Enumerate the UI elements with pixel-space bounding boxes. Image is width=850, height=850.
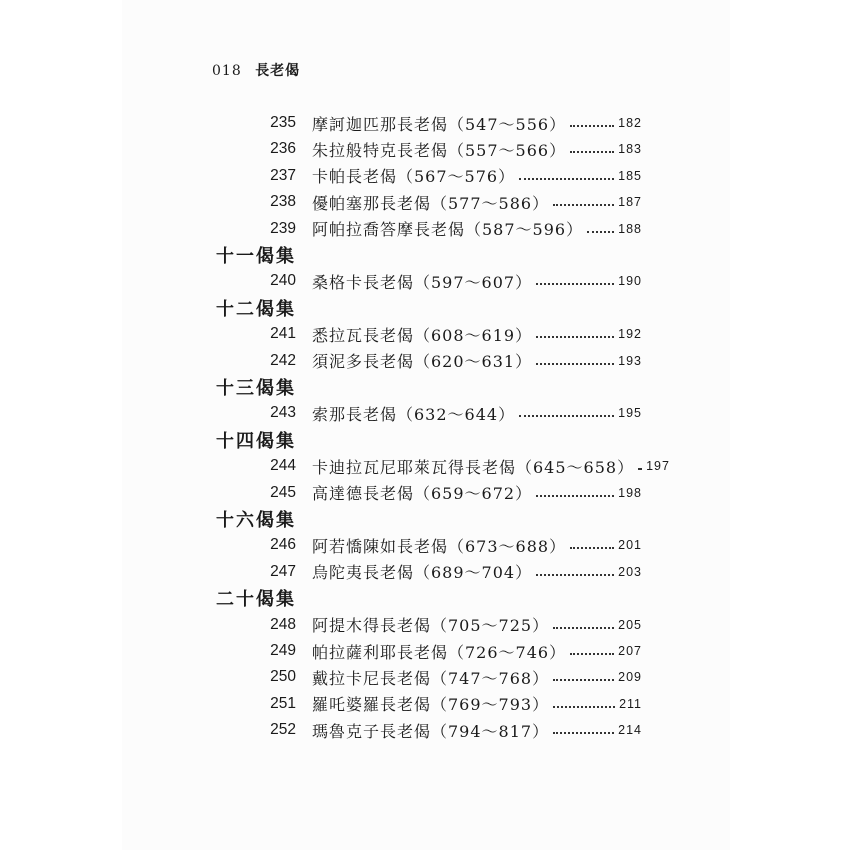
dot-leader	[570, 123, 614, 127]
entry-page-number: 192	[618, 327, 642, 342]
dot-leader	[553, 677, 614, 681]
entry-number: 252	[270, 721, 296, 739]
entry-number: 245	[270, 483, 296, 501]
dot-leader	[587, 229, 614, 233]
dot-leader	[553, 730, 614, 734]
entry-title: 羅吒婆羅長老偈（769～793）	[312, 695, 550, 715]
section-title: 十三偈集	[216, 378, 296, 399]
toc-entry	[0, 110, 850, 136]
entry-title: 摩訶迦匹那長老偈（547～556）	[312, 114, 567, 134]
section-title: 二十偈集	[216, 589, 296, 611]
entry-title-line	[312, 323, 642, 346]
entry-title: 帕拉薩利耶長老偈（726～746）	[312, 642, 567, 662]
toc-entry	[0, 321, 850, 347]
entry-title: 阿若憍陳如長老偈（673～688）	[312, 536, 567, 556]
entry-page-number: 187	[618, 195, 642, 210]
toc-entry	[0, 453, 850, 479]
section-title: 十六偈集	[216, 510, 296, 531]
toc-entry	[0, 612, 850, 638]
entry-page-number: 198	[618, 485, 642, 500]
entry-number: 240	[270, 272, 296, 290]
entry-number: 246	[270, 536, 296, 554]
toc-entry	[0, 400, 850, 426]
dot-leader	[570, 149, 614, 153]
dot-leader	[536, 572, 614, 576]
toc-entry	[0, 691, 850, 717]
entry-number: 244	[270, 457, 296, 475]
section-title: 十一偈集	[216, 246, 296, 267]
entry-number: 237	[270, 166, 296, 184]
entry-page-number: 193	[618, 353, 642, 368]
entry-number: 239	[270, 219, 296, 237]
entry-page-number: 182	[618, 116, 642, 130]
toc-entry	[0, 163, 850, 189]
page-number: 018	[212, 63, 242, 79]
dot-leader	[536, 361, 614, 365]
dot-leader	[553, 202, 614, 206]
entry-number: 247	[270, 562, 296, 580]
dot-leader	[638, 466, 642, 470]
entry-number: 238	[270, 193, 296, 211]
entry-title-line	[312, 719, 642, 742]
running-head	[212, 60, 300, 80]
entry-page-number: 190	[618, 274, 642, 289]
entry-title: 烏陀夷長老偈（689～704）	[312, 563, 533, 583]
entry-page-number: 183	[618, 142, 642, 157]
entry-title: 悉拉瓦長老偈（608～619）	[312, 325, 533, 345]
entry-title-line	[312, 455, 670, 478]
entry-title-line	[312, 164, 642, 187]
section-heading	[0, 295, 850, 321]
entry-title-line	[312, 666, 642, 689]
toc-entry	[0, 638, 850, 664]
dot-leader	[570, 651, 614, 655]
entry-page-number: 209	[618, 670, 642, 685]
dot-leader	[536, 281, 614, 285]
entry-title: 桑格卡長老偈（597～607）	[312, 272, 533, 292]
entry-title: 朱拉般特克長老偈（557～566）	[312, 140, 567, 160]
entry-title: 優帕塞那長老偈（577～586）	[312, 193, 550, 213]
entry-title-line	[312, 481, 642, 504]
toc-entry	[0, 559, 850, 585]
entry-page-number: 201	[618, 538, 642, 553]
dot-leader	[553, 625, 614, 629]
section-title: 十四偈集	[216, 430, 296, 452]
entry-title-line	[312, 217, 642, 240]
entry-number: 241	[270, 325, 296, 343]
toc-entry	[0, 216, 850, 242]
section-title: 十二偈集	[216, 298, 296, 320]
entry-title-line	[312, 349, 642, 372]
entry-title: 戴拉卡尼長老偈（747～768）	[312, 668, 550, 688]
entry-title: 卡迪拉瓦尼耶萊瓦得長老偈（645～658）	[312, 457, 635, 477]
toc-entry	[0, 480, 850, 506]
entry-page-number: 211	[619, 696, 642, 711]
entry-title-line	[312, 560, 642, 583]
entry-page-number: 188	[618, 221, 642, 236]
entry-title-line	[312, 613, 642, 636]
entry-title: 瑪魯克子長老偈（794～817）	[312, 721, 550, 741]
entry-title: 卡帕長老偈（567～576）	[312, 167, 516, 187]
dot-leader	[536, 334, 614, 338]
dot-leader	[519, 176, 614, 180]
section-heading	[0, 506, 850, 532]
section-heading	[0, 242, 850, 268]
entry-number: 250	[270, 668, 296, 686]
toc-entry	[0, 532, 850, 558]
entry-title-line	[312, 534, 642, 557]
dot-leader	[553, 704, 615, 708]
toc-entry	[0, 189, 850, 215]
entry-page-number: 207	[618, 644, 642, 658]
dot-leader	[570, 545, 614, 549]
entry-title-line	[312, 138, 642, 161]
entry-number: 242	[270, 351, 296, 369]
entry-title: 阿帕拉喬答摩長老偈（587～596）	[312, 220, 584, 240]
entry-page-number: 205	[618, 617, 642, 632]
toc-entry	[0, 717, 850, 743]
toc-entry	[0, 348, 850, 374]
entry-number: 235	[270, 114, 296, 131]
section-heading	[0, 427, 850, 453]
entry-title: 索那長老偈（632～644）	[312, 404, 516, 424]
entry-page-number: 214	[618, 723, 642, 738]
entry-title-line	[312, 270, 642, 293]
entry-number: 236	[270, 140, 296, 158]
entry-page-number: 203	[618, 564, 642, 579]
entry-title: 須泥多長老偈（620～631）	[312, 352, 533, 372]
entry-number: 249	[270, 642, 296, 659]
book-title: 長老偈	[255, 63, 301, 79]
toc-entry	[0, 664, 850, 690]
entry-title-line	[312, 112, 642, 135]
dot-leader	[519, 413, 614, 417]
dot-leader	[536, 493, 614, 497]
entry-number: 251	[270, 694, 296, 712]
section-heading	[0, 585, 850, 611]
entry-title-line	[312, 692, 642, 715]
entry-number: 248	[270, 615, 296, 633]
entry-title-line	[312, 640, 642, 663]
toc-entry	[0, 268, 850, 294]
section-heading	[0, 374, 850, 400]
entry-title-line	[312, 402, 642, 425]
entry-page-number: 185	[618, 168, 642, 183]
entry-title-line	[312, 191, 642, 214]
entry-title: 阿提木得長老偈（705～725）	[312, 616, 550, 636]
entry-page-number: 195	[618, 406, 642, 421]
entry-number: 243	[270, 404, 296, 422]
toc-entry	[0, 136, 850, 162]
entry-page-number: 197	[646, 459, 670, 474]
entry-title: 高達德長老偈（659～672）	[312, 484, 533, 504]
